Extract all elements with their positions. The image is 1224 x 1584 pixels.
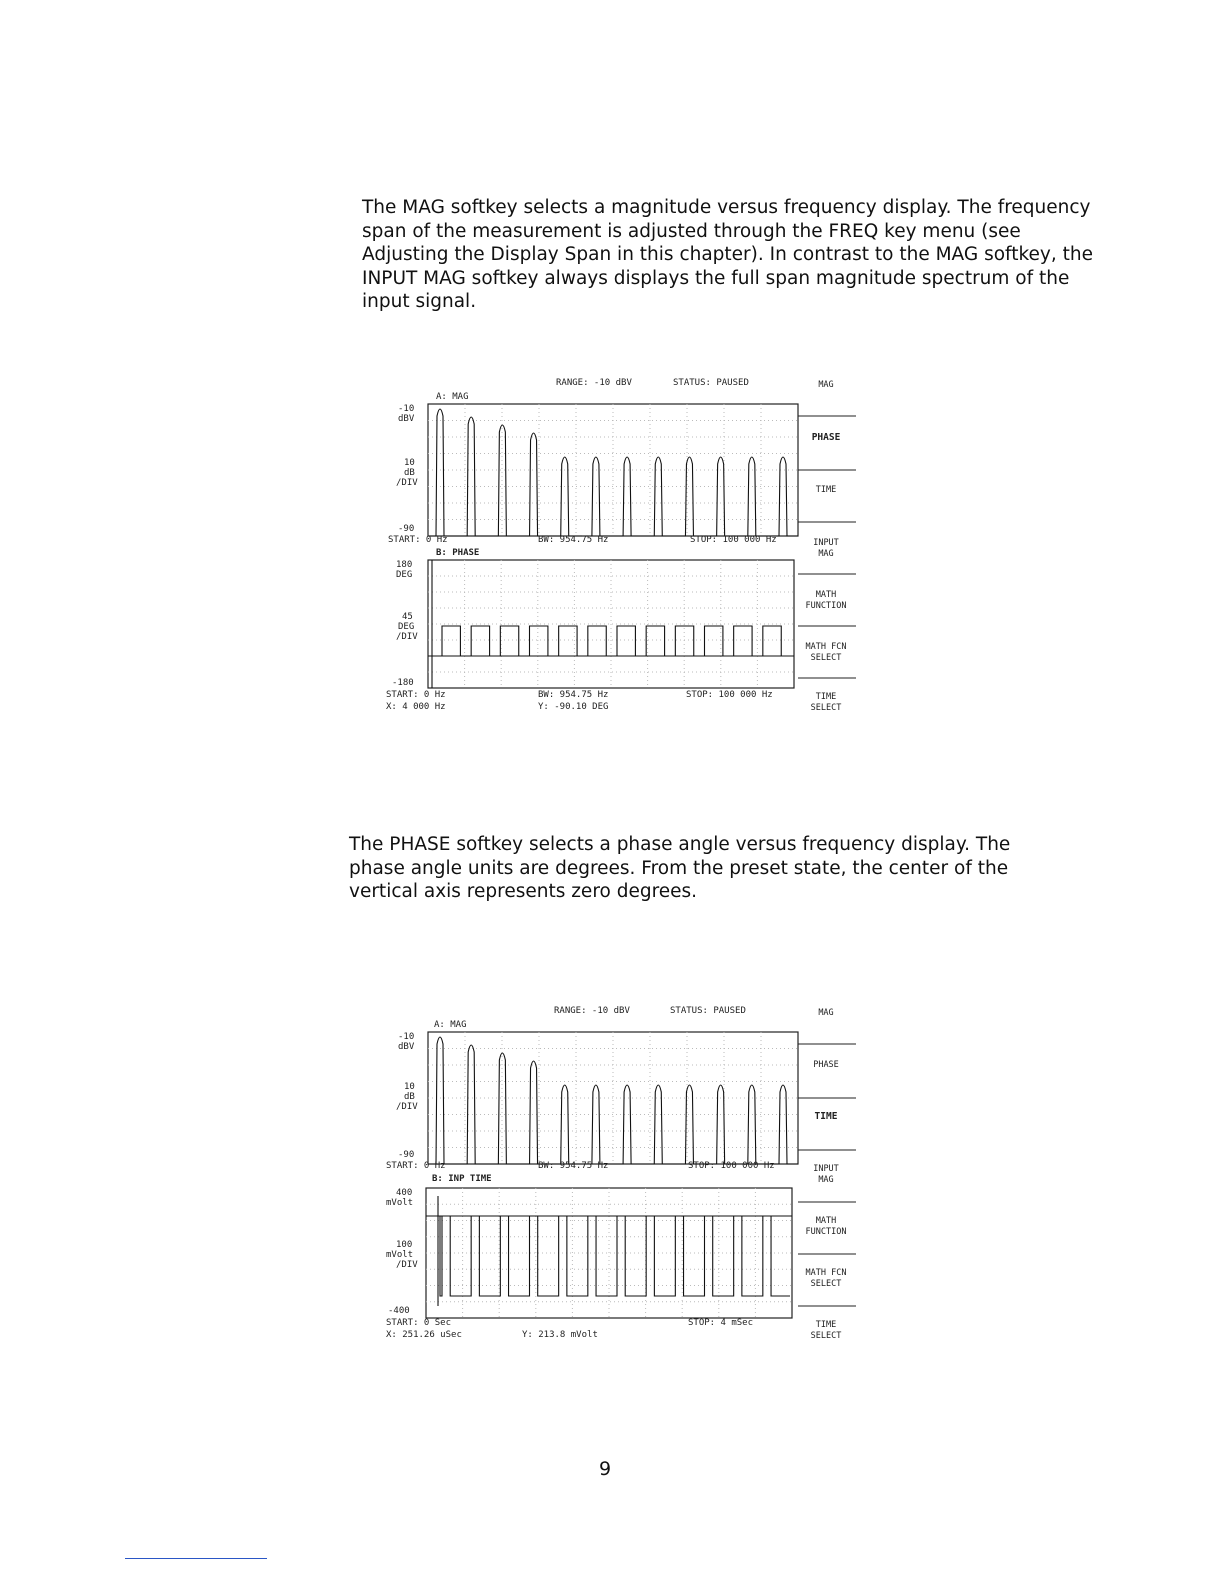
trace-a-bottom-value: -90 bbox=[398, 524, 415, 534]
figure-mag-input-time-display bbox=[380, 1000, 860, 1352]
trace-b-bottom-value: -400 bbox=[388, 1306, 410, 1316]
trace-a-scale: 10 bbox=[404, 1082, 415, 1092]
footer-rule bbox=[125, 1558, 267, 1559]
trace-a-title: A: MAG bbox=[434, 1020, 467, 1030]
trace-b-scale-unit: mVolt bbox=[386, 1250, 414, 1260]
softkey-mag[interactable]: MAG bbox=[818, 380, 834, 390]
trace-a-stop: STOP: 100 000 Hz bbox=[690, 535, 777, 545]
trace-a-bandwidth: BW: 954.75 Hz bbox=[538, 1161, 609, 1171]
trace-b-scale-div: /DIV bbox=[396, 632, 418, 642]
softkey-math-function[interactable]: MATH FUNCTION bbox=[805, 590, 847, 611]
softkey-mag[interactable]: MAG bbox=[818, 1008, 834, 1018]
page-number: 9 bbox=[598, 1458, 612, 1480]
trace-b-top-unit: mVolt bbox=[386, 1198, 414, 1208]
trace-a-scale-unit: dB bbox=[404, 1092, 415, 1102]
figure-mag-phase-display bbox=[380, 372, 860, 724]
trace-a-bandwidth: BW: 954.75 Hz bbox=[538, 535, 609, 545]
trace-b-scale: 45 bbox=[402, 612, 413, 622]
y-marker-readout: Y: 213.8 mVolt bbox=[522, 1330, 598, 1340]
trace-a-stop: STOP: 100 000 Hz bbox=[688, 1161, 775, 1171]
softkey-time-select[interactable]: TIME SELECT bbox=[810, 1320, 842, 1341]
softkey-math-function[interactable]: MATH FUNCTION bbox=[805, 1216, 847, 1237]
trace-b-start: START: 0 Sec bbox=[386, 1318, 452, 1328]
softkey-time-select[interactable]: TIME SELECT bbox=[810, 692, 842, 713]
x-marker-readout: X: 251.26 uSec bbox=[386, 1330, 462, 1340]
y-marker-readout: Y: -90.10 DEG bbox=[538, 702, 609, 712]
trace-a-top-value: -10 bbox=[398, 1032, 415, 1042]
trace-b-bottom-value: -180 bbox=[392, 678, 414, 688]
x-marker-readout: X: 4 000 Hz bbox=[386, 702, 446, 712]
trace-b-bandwidth: BW: 954.75 Hz bbox=[538, 690, 609, 700]
trace-b-scale-unit: DEG bbox=[398, 622, 415, 632]
range-readout: RANGE: -10 dBV bbox=[556, 378, 632, 388]
status-readout: STATUS: PAUSED bbox=[670, 1006, 746, 1016]
trace-a-scale: 10 bbox=[404, 458, 415, 468]
trace-a-scale-div: /DIV bbox=[396, 478, 418, 488]
trace-b-gridlines bbox=[426, 1188, 792, 1318]
trace-a-start: START: 0 Hz bbox=[386, 1161, 446, 1171]
trace-b-scale: 100 bbox=[396, 1240, 413, 1250]
status-readout: STATUS: PAUSED bbox=[673, 378, 749, 388]
trace-b-stop: STOP: 4 mSec bbox=[688, 1318, 754, 1328]
trace-a-top-unit: dBV bbox=[398, 1042, 415, 1052]
trace-b-start: START: 0 Hz bbox=[386, 690, 446, 700]
softkey-math-fcn-select[interactable]: MATH FCN SELECT bbox=[805, 1268, 847, 1289]
trace-a-top-unit: dBV bbox=[398, 414, 415, 424]
trace-a-bottom-value: -90 bbox=[398, 1150, 415, 1160]
softkey-phase[interactable]: PHASE bbox=[811, 432, 841, 443]
trace-b-top-unit: DEG bbox=[396, 570, 413, 580]
trace-b-gridlines bbox=[428, 560, 794, 688]
trace-a-gridlines bbox=[428, 404, 798, 536]
trace-b-title: B: INP TIME bbox=[432, 1174, 492, 1184]
softkey-input-mag[interactable]: INPUT MAG bbox=[813, 538, 839, 559]
trace-b-scale-div: /DIV bbox=[396, 1260, 418, 1270]
trace-a-top-value: -10 bbox=[398, 404, 415, 414]
trace-b-top-value: 180 bbox=[396, 560, 413, 570]
range-readout: RANGE: -10 dBV bbox=[554, 1006, 630, 1016]
trace-b-title: B: PHASE bbox=[436, 548, 480, 558]
phase-description-paragraph: The PHASE softkey selects a phase angle versus frequency display. The phase angle units are degrees. From the preset state, the center of the vertical axis represents zero degrees. bbox=[349, 834, 1011, 902]
trace-a-title: A: MAG bbox=[436, 392, 469, 402]
softkey-time[interactable]: TIME bbox=[815, 485, 837, 495]
trace-a-scale-div: /DIV bbox=[396, 1102, 418, 1112]
softkey-input-mag[interactable]: INPUT MAG bbox=[813, 1164, 839, 1185]
trace-a-scale-unit: dB bbox=[404, 468, 415, 478]
softkey-phase[interactable]: PHASE bbox=[813, 1060, 839, 1070]
mag-description-paragraph: The MAG softkey selects a magnitude versus frequency display. The frequency span of the measurement is adjusted through the FREQ key menu (see Adjusting the Display Span in this chapter). In contrast to the MAG softkey, the INPUT MAG softkey always displays the full span magnitude spectrum of the input signal. bbox=[362, 197, 1093, 312]
trace-b-stop: STOP: 100 000 Hz bbox=[686, 690, 773, 700]
trace-b-top-value: 400 bbox=[396, 1188, 413, 1198]
softkey-time[interactable]: TIME bbox=[814, 1111, 838, 1122]
softkey-math-fcn-select[interactable]: MATH FCN SELECT bbox=[805, 642, 847, 663]
trace-a-start: START: 0 Hz bbox=[388, 535, 448, 545]
trace-a-gridlines bbox=[428, 1032, 798, 1164]
